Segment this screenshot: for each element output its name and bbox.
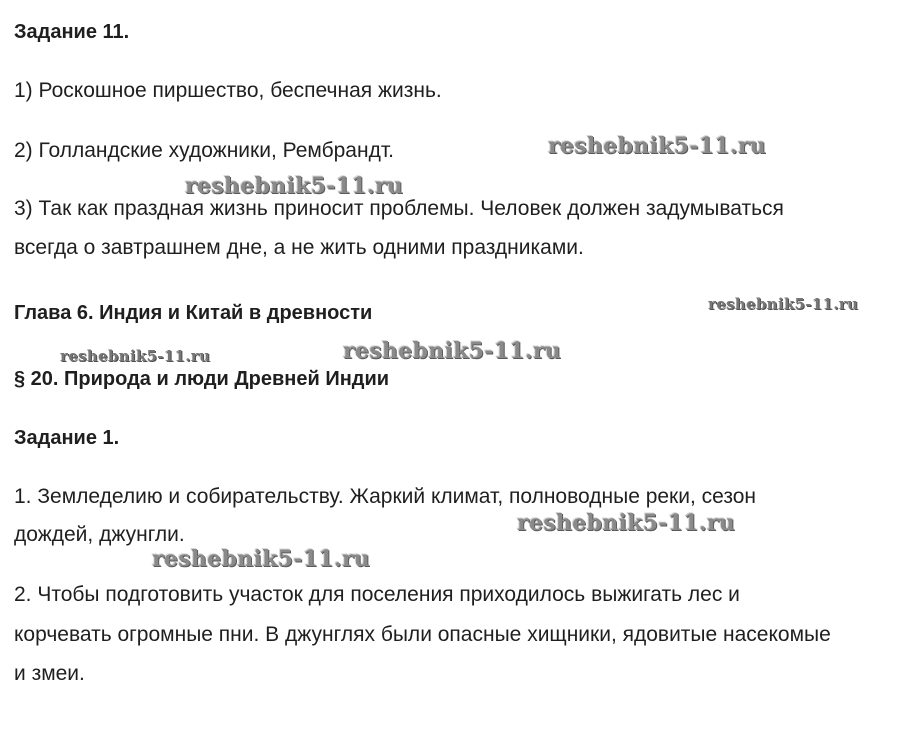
watermark: reshebnik5-11.ru	[517, 510, 736, 536]
task-1-answer-2-line-1: 2. Чтобы подготовить участок для поселения приходилось выжигать лес и	[14, 583, 740, 606]
task-11-answer-3-line-1: 3) Так как праздная жизнь приносит проблемы. Человек должен задумываться	[14, 197, 784, 220]
task-11-answer-1: 1) Роскошное пиршество, беспечная жизнь.	[14, 79, 442, 102]
watermark: reshebnik5-11.ru	[152, 546, 371, 572]
section-title: § 20. Природа и люди Древней Индии	[14, 368, 390, 390]
watermark: reshebnik5-11.ru	[185, 173, 404, 199]
task-1-answer-2-line-2: корчевать огромные пни. В джунглях были опасные хищники, ядовитые насекомые	[14, 623, 831, 646]
chapter-title: Глава 6. Индия и Китай в древности	[14, 302, 373, 324]
task-1-heading: Задание 1.	[14, 427, 120, 449]
watermark: reshebnik5-11.ru	[60, 347, 211, 365]
watermark: reshebnik5-11.ru	[548, 133, 767, 159]
task-1-answer-1-line-1: 1. Земледелию и собирательству. Жаркий климат, полноводные реки, сезон	[14, 485, 757, 508]
watermark: reshebnik5-11.ru	[708, 295, 859, 313]
task-1-answer-1-line-2: дождей, джунгли.	[14, 523, 185, 546]
task-11-heading: Задание 11.	[14, 21, 130, 43]
task-1-answer-2-line-3: и змеи.	[14, 662, 85, 685]
task-11-answer-3-line-2: всегда о завтрашнем дне, а не жить одними праздниками.	[14, 236, 584, 259]
watermark: reshebnik5-11.ru	[343, 338, 562, 364]
task-11-answer-2: 2) Голландские художники, Рембрандт.	[14, 139, 394, 162]
